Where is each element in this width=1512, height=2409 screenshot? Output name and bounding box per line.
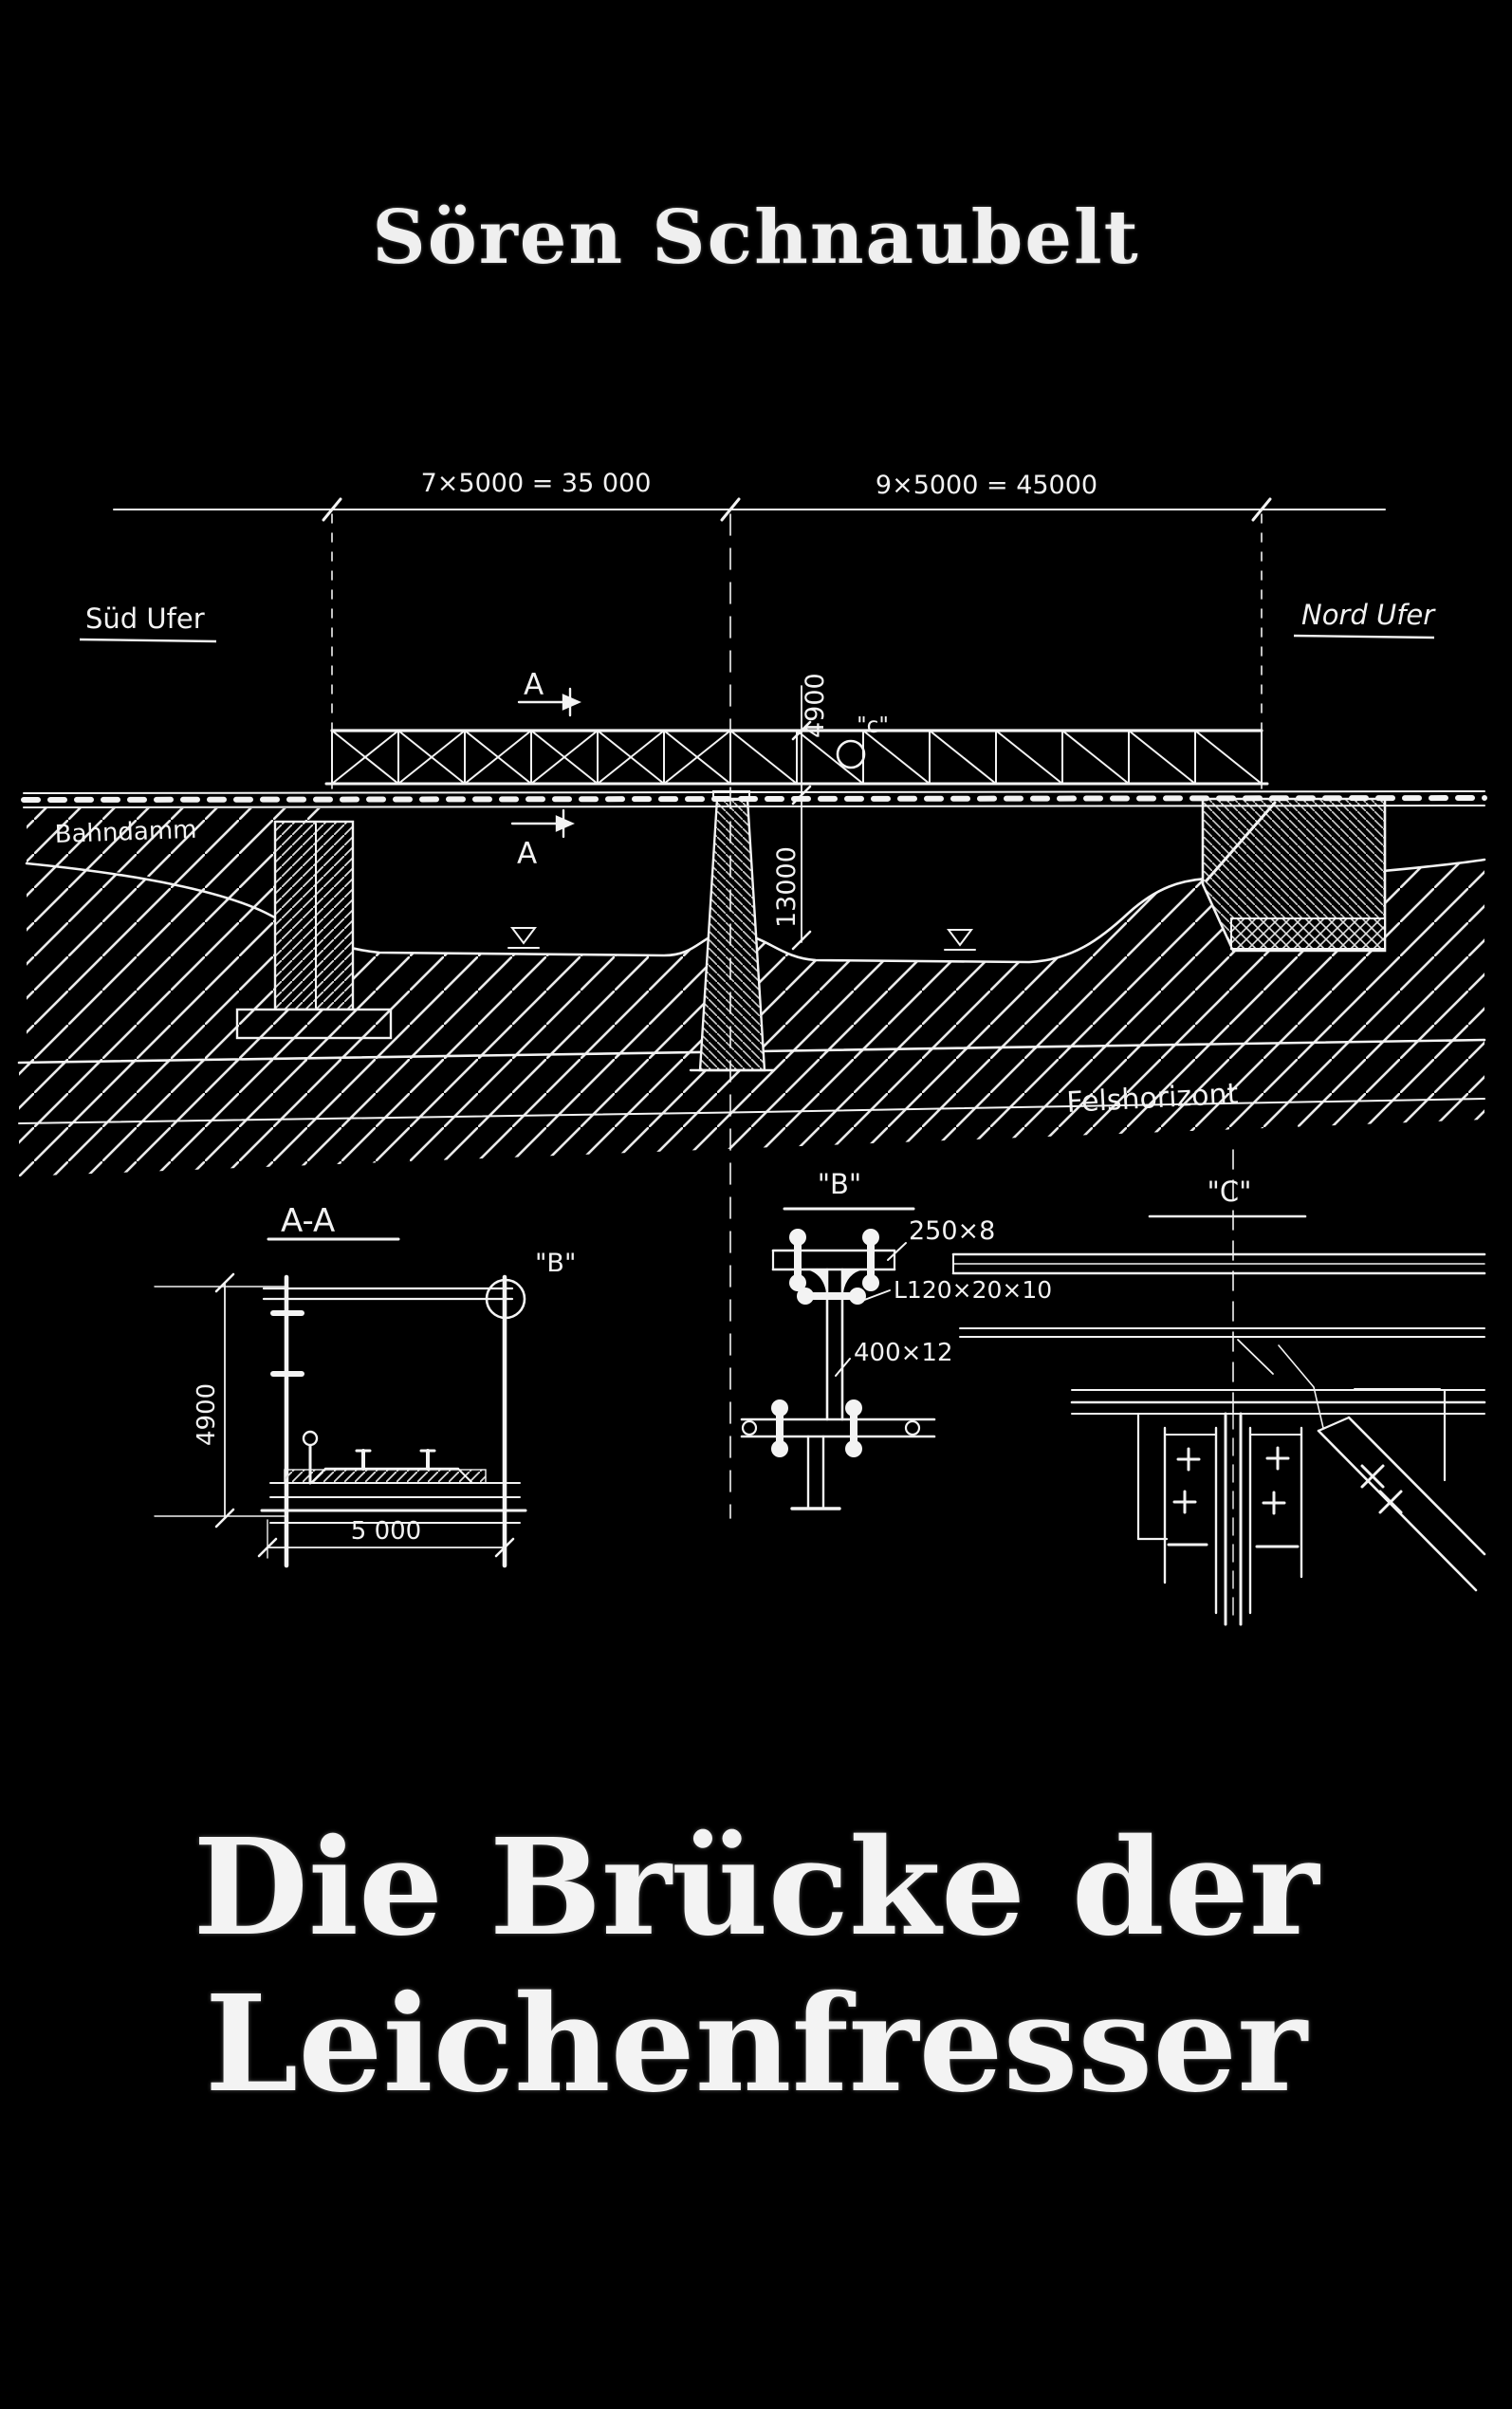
label-a-top: A: [524, 668, 544, 702]
detail-c-view: [953, 1150, 1484, 1624]
label-left-span: 7×5000 = 35 000: [420, 469, 652, 498]
label-c-node: "c": [857, 713, 889, 738]
section-marker-a: [512, 689, 579, 837]
rivet-crosses: [1174, 1448, 1288, 1513]
book-title: [0, 1810, 1512, 2123]
label-detail-b-heading: "B": [817, 1168, 862, 1200]
label-felshorizont: Felshorizont: [1065, 1077, 1240, 1120]
diagonal-rivets: [1362, 1466, 1401, 1512]
label-right-span: 9×5000 = 45000: [875, 471, 1098, 500]
label-5000: 5 000: [350, 1517, 422, 1546]
right-abutment: [1203, 799, 1385, 951]
label-section-aa: A-A: [281, 1202, 336, 1240]
title-line-1: Die Brücke der: [193, 1810, 1319, 1966]
label-sued-ufer: Süd Ufer: [85, 602, 205, 635]
label-4900-elevation: 4900: [801, 673, 830, 738]
title-line-2: Leichenfresser: [204, 1967, 1308, 2123]
label-bahndamm: Bahndamm: [54, 815, 197, 849]
label-13000: 13000: [772, 846, 802, 928]
nord-ufer-underline: [1294, 636, 1434, 638]
label-detail-b-ref: "B": [535, 1249, 577, 1278]
label-250x8: 250×8: [909, 1216, 996, 1246]
truss: [326, 731, 1267, 784]
label-400x12: 400×12: [854, 1339, 953, 1367]
label-4900-section: 4900: [193, 1382, 221, 1446]
center-pier: [691, 791, 774, 1070]
rivets-top: [789, 1229, 879, 1305]
label-detail-c-heading: "C": [1207, 1176, 1252, 1208]
author-name: Sören Schnaubelt: [372, 195, 1140, 281]
rivets-bottom: [771, 1399, 862, 1457]
label-a-bottom: A: [517, 837, 538, 871]
label-nord-ufer: Nord Ufer: [1301, 599, 1435, 631]
sued-ufer-underline: [80, 639, 216, 641]
label-angle: L120×20×10: [894, 1276, 1053, 1304]
